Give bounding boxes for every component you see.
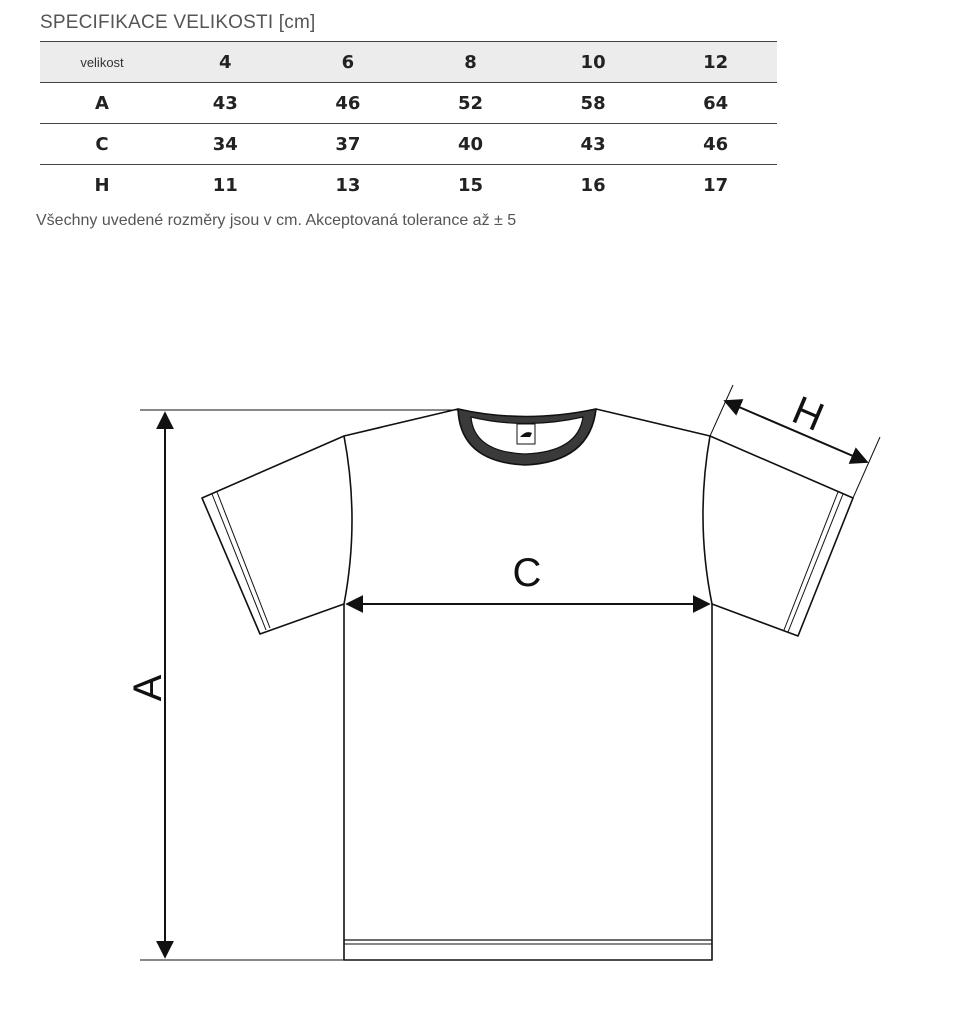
row-label: C: [40, 124, 164, 165]
table-cell: 43: [164, 83, 287, 124]
right-sleeve-hem: [788, 494, 843, 632]
table-cell: 46: [287, 83, 410, 124]
table-cell: 37: [287, 124, 410, 165]
label-h: H: [786, 388, 830, 440]
tshirt-icon: [202, 409, 853, 960]
table-cell: 58: [532, 83, 655, 124]
size-header: 4: [164, 42, 287, 83]
size-header: 10: [532, 42, 655, 83]
size-header: 12: [654, 42, 777, 83]
corner-label: velikost: [40, 42, 164, 83]
table-cell: 46: [654, 124, 777, 165]
row-label: A: [40, 83, 164, 124]
left-sleeve: [202, 436, 344, 634]
table-cell: 40: [409, 124, 532, 165]
row-label: H: [94, 174, 110, 196]
measure-h: [710, 385, 880, 498]
size-header: 8: [409, 42, 532, 83]
table-cell: 17: [703, 174, 729, 196]
page-title: SPECIFIKACE VELIKOSTI [cm]: [40, 12, 316, 33]
table-cell: 11: [212, 174, 238, 196]
size-header: 6: [287, 42, 410, 83]
left-sleeve-hem: [212, 494, 266, 630]
tshirt-body: [344, 409, 712, 960]
table-cell: 34: [164, 124, 287, 165]
right-sleeve: [710, 436, 853, 636]
table-cell: 15: [457, 174, 484, 196]
table-cell: 52: [409, 83, 532, 124]
tolerance-note: Všechny uvedené rozměry jsou v cm. Akceptovaná tolerance až ± 5: [36, 212, 517, 229]
table-cell: 16: [580, 174, 606, 196]
label-c: C: [512, 551, 542, 595]
table-cell: 64: [654, 83, 777, 124]
label-a: A: [126, 674, 170, 702]
measure-a: [140, 410, 458, 960]
table-cell: 43: [532, 124, 655, 165]
table-cell: 13: [335, 174, 361, 196]
